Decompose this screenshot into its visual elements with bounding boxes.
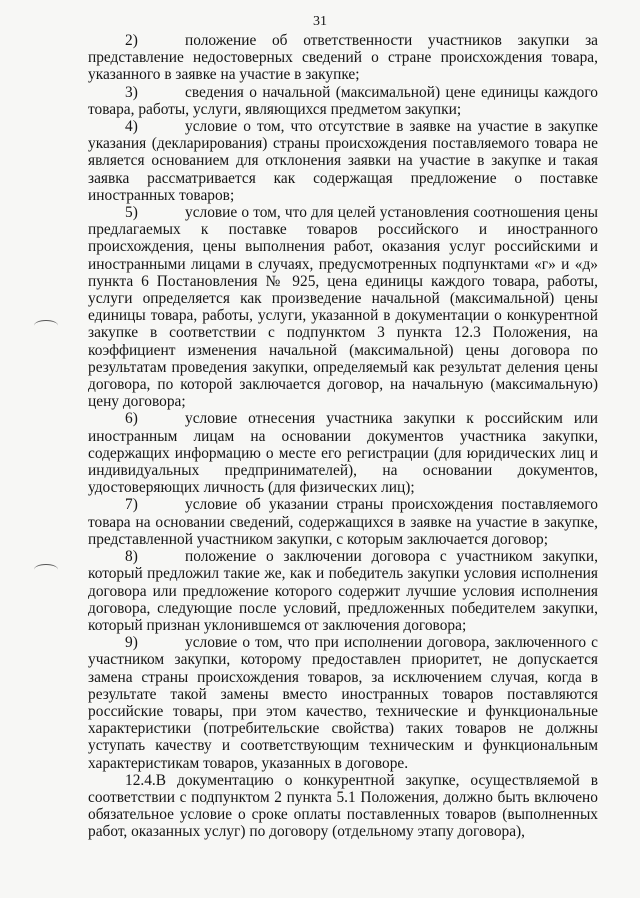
item-number: 5)	[125, 204, 138, 222]
item-text: условие о том, что отсутствие в заявке на участие в закупке указания (декларирования) страны происхождения поставляемого товара не является основанием для отклонения заявки на участие в закупке и такая заявка рассматривается как содержащая предложение о поставке иностранных товаров;	[88, 118, 598, 204]
item-number: 2)	[125, 32, 138, 49]
item-number: 6)	[125, 410, 138, 428]
item-text: условие о том, что для целей установления соотношения цены предлагаемых к поставке товаров российского и иностранного происхождения, цены выполнения работ, оказания услуг российскими и иностранными лицами в случаях, предусмотренных подпунктами «г» и «д» пункта 6 Постановления № 925, цена единицы каждого товара, работы, услуги определяется как произведение начальной (максимальной) цены единицы товара, работы, услуги, указанной в документации о конкурентной закупке в соответствии с подпунктом 3 пункта 12.3 Положения, на коэффициент изменения начальной (максимальной) цены договора по результатам проведения закупки, определяемый как результат деления цены договора, по которой заключается договор, на начальную (максимальную) цену договора;	[88, 204, 598, 411]
punch-hole-mark	[34, 564, 58, 575]
item-text: условие отнесения участника закупки к российским или иностранным лицам на основании документов участника закупки, содержащих информацию о месте его регистрации (для юридических лиц и индивидуальных предпринимателей), на основании документов, удостоверяющих личность (для физических лиц);	[88, 410, 598, 497]
document-body	[88, 32, 598, 841]
list-item	[88, 204, 598, 410]
final-paragraph: 12.4.В документацию о конкурентной закупке, осуществляемой в соответствии с подпунктом 2 пункта 5.1 Положения, должно быть включено обязательное условие о сроке оплаты поставленных товаров (выполненных работ, оказанных услуг) по договору (отдельному этапу договора),	[88, 771, 598, 841]
item-number: 3)	[125, 83, 138, 101]
list-item	[88, 410, 598, 496]
item-number: 7)	[125, 496, 138, 514]
list-item	[88, 634, 598, 772]
item-text: сведения о начальной (максимальной) цене единицы каждого товара, работы, услуги, являющихся предметом закупки;	[88, 83, 598, 118]
item-number: 9)	[125, 634, 138, 652]
item-number: 8)	[125, 548, 138, 566]
item-text: положение об ответственности участников закупки за представление недостоверных сведений о стране происхождения товара, указанного в заявке на участие в закупке;	[88, 32, 598, 84]
list-item	[88, 496, 598, 548]
list-item	[88, 118, 598, 204]
list-item	[88, 84, 598, 118]
item-text: условие о том, что при исполнении договора, заключенного с участником закупки, которому предоставлен приоритет, не допускается замена страны происхождения товаров, за исключением случая, когда в результате такой замены вместо иностранных товаров поставляются российские товары, при этом качество, технические и функциональные характеристики (потребительские свойства) таких товаров не должны уступать качеству и соответствующим техническим и функциональным характеристикам товаров, указанных в договоре.	[88, 634, 598, 772]
page-number: 31	[313, 14, 327, 29]
punch-hole-mark	[34, 320, 58, 331]
item-text: положение о заключении договора с участником закупки, который предложил такие же, как и победитель закупки условия исполнения договора или предложение которого содержит лучшие условия исполнения договора, следующие после условий, предложенных победителем закупки, который признан уклонившемся от заключения договора;	[88, 548, 598, 634]
list-item	[88, 32, 598, 84]
list-item	[88, 548, 598, 634]
item-text: условие об указании страны происхождения поставляемого товара на основании сведений, содержащихся в заявке на участие в закупке, представленной участником закупки, с которым заключается договор;	[88, 496, 598, 548]
item-number: 4)	[125, 118, 138, 136]
